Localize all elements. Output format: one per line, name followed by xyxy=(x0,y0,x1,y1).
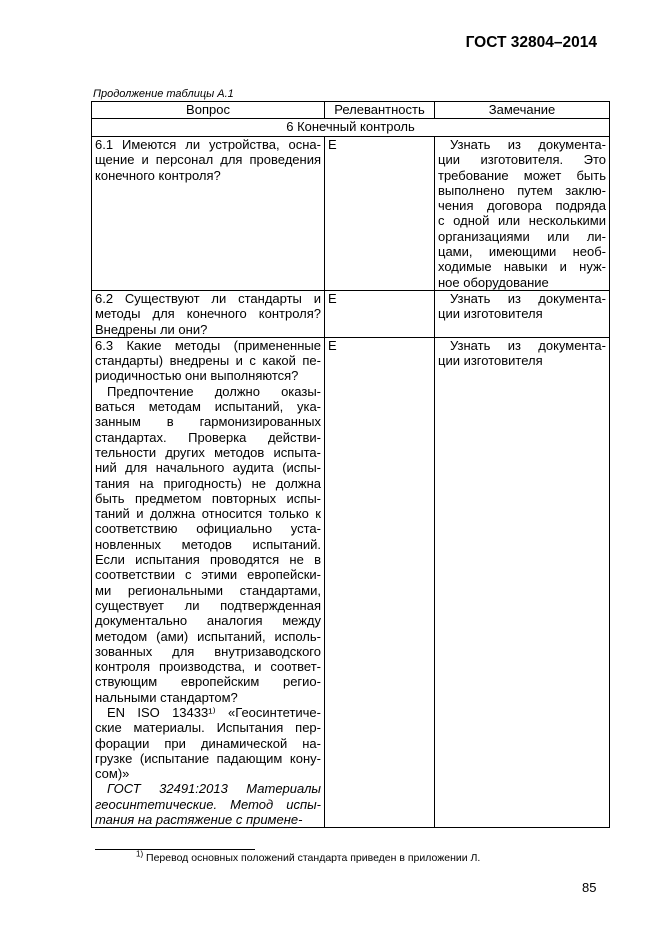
table-caption: Продолжение таблицы А.1 xyxy=(93,88,234,100)
column-header-question: Вопрос xyxy=(92,102,325,119)
relevance-cell: E xyxy=(325,137,435,291)
question-cell xyxy=(92,137,325,291)
text-line: ствующим европейским регио- xyxy=(95,674,321,690)
text-line: ваться методам испытаний, ука- xyxy=(95,399,321,415)
relevance-cell: E xyxy=(325,290,435,337)
question-cell xyxy=(92,337,325,828)
text-line: Узнать из документа- xyxy=(450,137,606,152)
text-line: документально аналогия между xyxy=(95,613,321,629)
text-line: ное оборудование xyxy=(438,274,549,290)
text-line: конечного контроля? xyxy=(95,167,221,183)
text-line: геосинтетические. Метод испы- xyxy=(95,796,321,812)
text-line: стандарты) внедрены и с какой пе- xyxy=(95,353,321,369)
text-line: соответствии с этими европейски- xyxy=(95,567,321,583)
document-id: ГОСТ 32804–2014 xyxy=(465,34,597,51)
table-row xyxy=(92,290,610,337)
text-line: контроля производства, и соответ- xyxy=(95,659,321,675)
text-line: ции изготовителя. Это xyxy=(438,152,606,168)
table-row xyxy=(92,137,610,291)
text-line: EN ISO 13433¹⁾ «Геосинтетиче- xyxy=(107,704,321,720)
table-header-row xyxy=(92,102,610,119)
text-line: ми региональными стандартами, xyxy=(95,582,321,598)
text-line: Узнать из документа- xyxy=(450,337,606,353)
text-line: ские материалы. Испытания пер- xyxy=(95,720,321,736)
text-line: риодичностью они выполняются? xyxy=(95,368,299,384)
remark-cell xyxy=(435,337,610,828)
text-line: зованных для внутризаводского xyxy=(95,643,321,659)
text-line: таний и должна относится только к xyxy=(95,506,321,522)
text-line: 6.1 Имеются ли устройства, осна- xyxy=(95,137,321,152)
text-line: методы для конечного контроля? xyxy=(95,306,321,322)
text-line: соответствию официально уста- xyxy=(95,521,321,537)
text-line: методом (ами) испытаний, исполь- xyxy=(95,628,321,644)
text-line: Узнать из документа- xyxy=(450,290,606,306)
text-line: тания на растяжение с примене- xyxy=(95,812,303,828)
text-line: тания на пригодность) не должна xyxy=(95,475,321,491)
text-line: ГОСТ 32491:2013 Материалы xyxy=(107,781,321,797)
text-line: чения договора подряда xyxy=(438,198,606,214)
relevance-cell: E xyxy=(325,337,435,828)
text-line: сом)» xyxy=(95,766,130,782)
footnote xyxy=(136,849,481,864)
text-line: занным в гармонизированных xyxy=(95,414,321,430)
text-line: выполнено путем заклю- xyxy=(438,182,606,198)
text-line: новленных методов испытаний. xyxy=(95,536,321,552)
remark-cell xyxy=(435,137,610,291)
text-line: ний для начального аудита (испы- xyxy=(95,460,321,476)
text-line: ции изготовителя xyxy=(438,353,543,369)
text-line: требование может быть xyxy=(438,167,606,183)
text-line: 6.2 Существуют ли стандарты и xyxy=(95,290,321,306)
question-cell xyxy=(92,290,325,337)
table-row xyxy=(92,337,610,828)
text-line: быть предметом повторных испы- xyxy=(95,490,321,506)
text-line: грузке (испытание падающим кону- xyxy=(95,750,321,766)
text-line: тельности других методов испыта- xyxy=(95,444,321,460)
section-title: 6 Конечный контроль xyxy=(92,119,610,137)
column-header-remark: Замечание xyxy=(435,102,610,119)
text-line: Предпочтение должно оказы- xyxy=(107,383,321,399)
column-header-relevance: Релевантность xyxy=(325,102,435,119)
page-number: 85 xyxy=(582,880,597,895)
text-line: с одной или несколькими xyxy=(438,213,606,229)
text-line: ции изготовителя xyxy=(438,306,543,322)
section-row xyxy=(92,119,610,137)
text-line: ходимые навыки и нуж- xyxy=(438,259,606,275)
text-line: щение и персонал для проведения xyxy=(95,152,321,168)
footnote-separator xyxy=(95,849,255,850)
footnote-text: Перевод основных положений стандарта приведен в приложении Л. xyxy=(146,852,481,864)
text-line: Внедрены ли они? xyxy=(95,321,208,337)
text-line: форации при динамической на- xyxy=(95,735,321,751)
text-line: 6.3 Какие методы (примененные xyxy=(95,337,321,353)
text-line: Если испытания проводятся не в xyxy=(95,552,321,568)
text-line: организациями или ли- xyxy=(438,228,606,244)
footnote-mark: 1) xyxy=(136,849,144,859)
text-line: цами, имеющими необ- xyxy=(438,244,606,260)
text-line: стандартах. Проверка действи- xyxy=(95,429,321,445)
requirements-table xyxy=(91,101,610,828)
text-line: существует ли подтвержденная xyxy=(95,597,321,613)
text-line: нальными стандартом? xyxy=(95,689,238,705)
remark-cell xyxy=(435,290,610,337)
